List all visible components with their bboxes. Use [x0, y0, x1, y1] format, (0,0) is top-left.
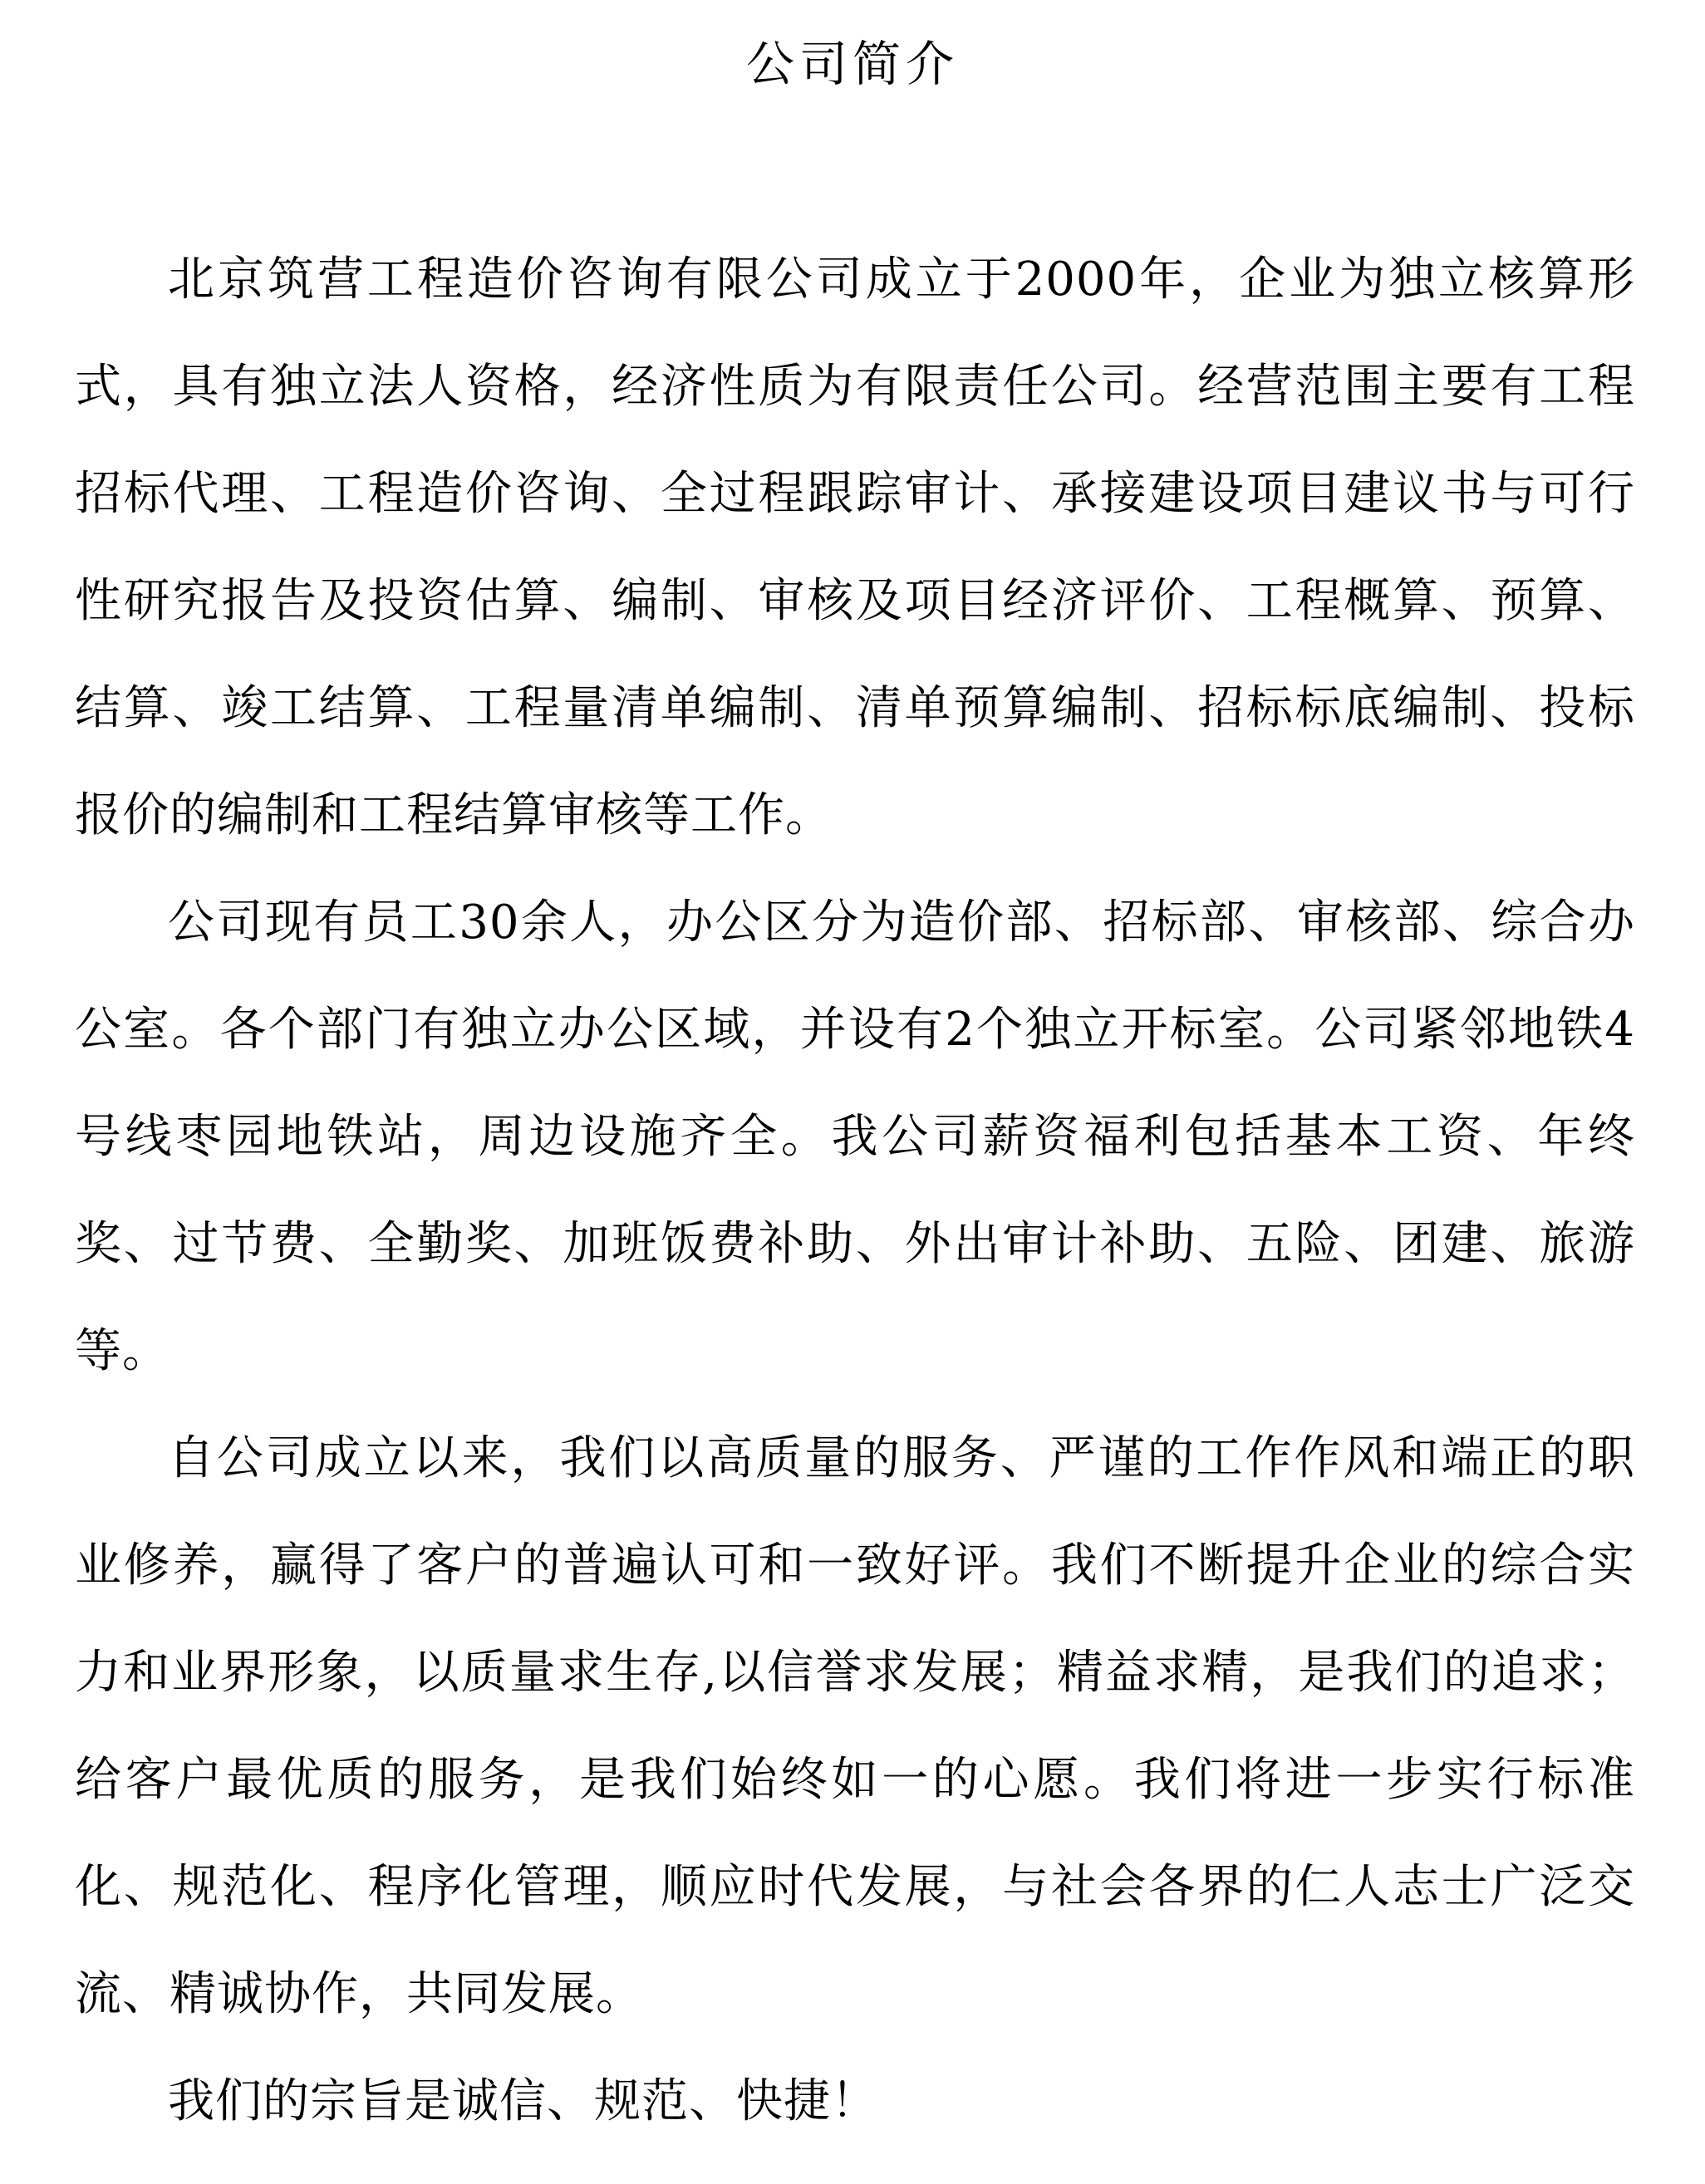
paragraph-staff-and-benefits: 公司现有员工30余人，办公区分为造价部、招标部、审核部、综合办公室。各个部门有独立办公区域，并设有2个独立开标室。公司紧邻地铁4号线枣园地铁站，周边设施齐全。我公司薪资福利包括基本工资、年终奖、过节费、全勤奖、加班饭费补助、外出审计补助、五险、团建、旅游等。 [75, 896, 1635, 1378]
paragraph-company-tenet: 我们的宗旨是诚信、规范、快捷！ [168, 2074, 878, 2128]
paragraph-company-overview: 北京筑营工程造价咨询有限公司成立于2000年，企业为独立核算形式，具有独立法人资格，经济性质为有限责任公司。经营范围主要有工程招标代理、工程造价咨询、全过程跟踪审计、承接建设项目建议书与可行性研究报告及投资估算、编制、审核及项目经济评价、工程概算、预算、结算、竣工结算、工程量清单编制、清单预算编制、招标标底编制、投标报价的编制和工程结算审核等工作。 [75, 253, 1635, 842]
paragraph-service-philosophy: 自公司成立以来，我们以高质量的服务、严谨的工作作风和端正的职业修养，赢得了客户的普遍认可和一致好评。我们不断提升企业的综合实力和业界形象，以质量求生存,以信誉求发展；精益求精，是我们的追求；给客户最优质的服务，是我们始终如一的心愿。我们将进一步实行标准化、规范化、程序化管理，顺应时代发展，与社会各界的仁人志士广泛交流、精诚协作，共同发展。 [75, 1431, 1635, 2021]
document-title: 公司简介 [745, 36, 959, 92]
document-body [75, 226, 1635, 2155]
